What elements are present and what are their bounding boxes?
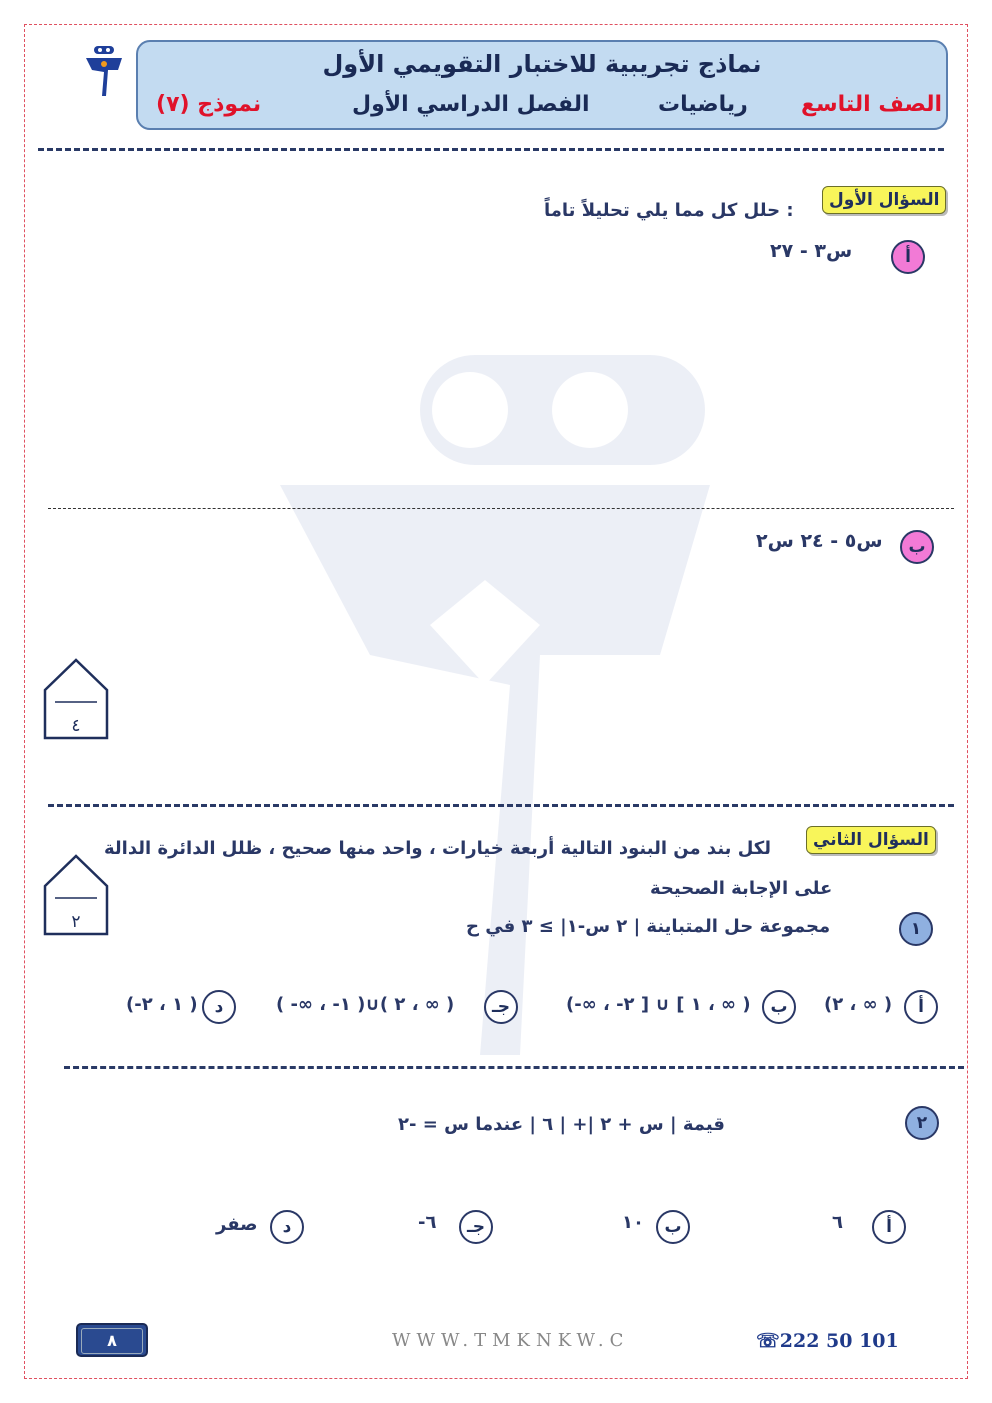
item-1-badge: ١ [899,912,933,946]
subject-label: رياضيات [658,92,748,117]
item-2-badge: ٢ [905,1106,939,1140]
item-2-question: قيمة | س + ٢ |+ | ٦ | عندما س = -٢ [398,1114,725,1135]
item-1-option-c-circle[interactable]: جـ [484,990,518,1024]
question-2-instruction: لكل بند من البنود التالية أربعة خيارات ، واحد منها صحيح ، ظلل الدائرة الدالة [104,838,771,859]
item-2-option-d-text: صفر [216,1214,258,1235]
item-1-option-a-circle[interactable]: أ [904,990,938,1024]
page-number-box [76,1323,148,1357]
page-number: ٨ [81,1328,143,1354]
watermark-logo [280,355,710,1055]
website-url: WWW.TMKNKW.C [392,1330,630,1351]
marks-box-q2 [43,854,109,938]
phone-number: ☏222 50 101 [756,1330,899,1352]
section-divider [38,148,944,151]
grade-label: الصف التاسع [800,92,942,117]
item-2-option-d-circle[interactable]: د [270,1210,304,1244]
section-divider [48,804,954,807]
item-1-option-c-text: ( -∞ ، -١ )∪( ٢ ، ∞ ) [276,994,455,1015]
item-2-option-b-text: ١٠ [622,1212,644,1233]
question-2-instruction-cont: على الإجابة الصحيحة [650,878,833,899]
marks-value: ٢ [71,912,81,932]
brand-logo-icon [86,46,122,98]
marks-box-q1 [43,658,109,742]
item-2-option-a-text: ٦ [832,1212,843,1233]
section-divider [64,1066,964,1069]
item-2-option-a-circle[interactable]: أ [872,1210,906,1244]
part-divider [48,508,954,509]
question-1-instruction: حلل كل مما يلي تحليلاً تاماً : [544,200,794,221]
marks-value: ٤ [71,716,81,736]
part-b-badge: ب [900,530,934,564]
part-a-badge: أ [891,240,925,274]
item-2-option-c-circle[interactable]: جـ [459,1210,493,1244]
item-1-option-b-circle[interactable]: ب [762,990,796,1024]
model-label: نموذج (٧) [156,92,262,117]
item-1-option-d-circle[interactable]: د [202,990,236,1024]
question-2-label: السؤال الثاني [806,826,936,854]
item-2-option-c-text: -٦ [418,1212,437,1233]
part-a-expression: س٣ - ٢٧ [770,240,853,262]
part-b-expression: س٥ - ٢٤ س٢ [756,530,883,552]
item-1-option-a-text: (٢ ، ∞ ) [824,994,893,1015]
exam-title: نماذج تجريبية للاختبار التقويمي الأول [322,50,762,78]
term-label: الفصل الدراسي الأول [352,92,590,117]
item-1-option-d-text: (-١ ، ٢ ) [126,994,198,1015]
item-1-question: مجموعة حل المتباينة | ٢ س-١| ≥ ٣ في ح [466,916,831,937]
question-1-label: السؤال الأول [822,186,946,214]
item-1-option-b-text: (-∞ ، -١ ] ∪ [ ٢ ، ∞ ) [566,994,751,1015]
item-2-option-b-circle[interactable]: ب [656,1210,690,1244]
header-banner [136,40,948,130]
